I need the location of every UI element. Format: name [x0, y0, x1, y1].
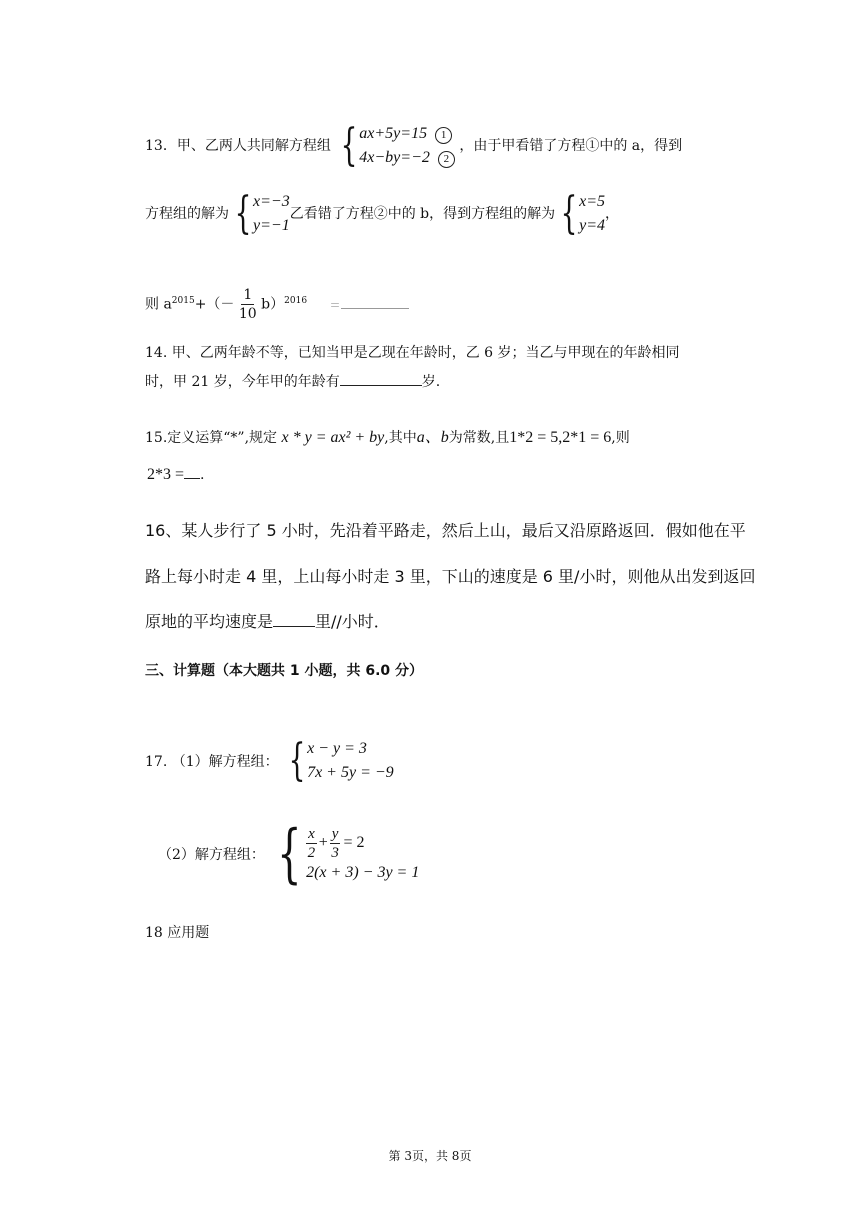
q17-plus: + [318, 834, 328, 851]
brace-icon: { [560, 188, 578, 239]
q17-eq2a-rhs: = 2 [343, 834, 365, 851]
q16-line3-b: 里//小时． [315, 612, 390, 631]
q13-solution1 [229, 190, 290, 238]
q13-line1 [145, 122, 682, 170]
q15-part3: 为常数,且 [448, 430, 510, 446]
q13-frac-num: 1 [243, 287, 253, 303]
q13-exp2: 2016 [284, 295, 308, 306]
q16-line3 [145, 609, 390, 632]
section-3-title: 三、计算题（本大题共 1 小题，共 6.0 分） [145, 663, 424, 679]
q13-line3-prefix: 则 a [145, 296, 172, 313]
q16-answer-blank [273, 626, 315, 627]
q13-answer-blank [341, 308, 409, 309]
q14-line2-a: 时，甲 21 岁，今年甲的年龄有 [145, 374, 340, 390]
q13-frac-den: 10 [238, 306, 257, 322]
q17-eq1b: 7x + 5y = −9 [307, 764, 394, 781]
q15-line2-expr: 2*3 = [147, 466, 185, 483]
q13-line2 [145, 190, 619, 238]
q15-line2-end: . [200, 467, 205, 483]
q15-line1 [145, 424, 630, 447]
q16-line1: 16、某人步行了 5 小时，先沿着平路走，然后上山，最后又沿原路返回．假如他在平 [145, 521, 746, 540]
q13-b: b） [261, 296, 285, 313]
q14-line2-b: 岁. [421, 374, 441, 390]
q14-line1: 14. 甲、乙两年龄不等，已知当甲是乙现在年龄时，乙 6 岁；当乙与甲现在的年龄相同 [145, 345, 680, 361]
q13-line2-prefix: 方程组的解为 [145, 206, 229, 222]
q16-line2: 路上每小时走 4 里，上山每小时走 3 里，下山的速度是 6 里/小时，则他从出发到返回 [145, 567, 756, 586]
q13-sol2-x: x=5 [579, 193, 606, 210]
page-footer: 第 3页，共 8页 [388, 1149, 472, 1163]
q15-ab: a、b [416, 429, 449, 446]
q13-line2-mid: 乙看错了方程②中的 b，得到方程组的解为 [289, 206, 556, 222]
q17-label1: 17. （1）解方程组： [145, 754, 279, 770]
q17-label2: （2）解方程组： [158, 847, 265, 863]
q13-sol1-x: x=−3 [253, 193, 290, 210]
brace-icon: { [288, 735, 306, 786]
q18-label: 18 应用题 [145, 925, 210, 941]
q15-answer-blank [184, 478, 200, 479]
q15-part2: ,其中 [384, 430, 417, 446]
q13-line2-end: ， [605, 206, 620, 222]
q17-eq2b: 2(x + 3) − 3y = 1 [306, 863, 420, 881]
q17-system1 [283, 737, 394, 785]
q15-part1: 15.定义运算“*”,规定 [145, 430, 278, 446]
brace-icon: { [277, 817, 302, 891]
q15-line2 [147, 466, 204, 484]
q13-line3 [145, 286, 409, 323]
circled-2: 2 [438, 151, 455, 168]
q17-frac-y3: $\frac{y}{3}$ [331, 825, 339, 861]
q17-part1 [145, 737, 394, 785]
q17-system2 [269, 817, 420, 891]
q13-system [335, 122, 455, 170]
q17-eq2a [306, 825, 419, 862]
circled-1: 1 [435, 127, 452, 144]
q13-equals: ＝ [329, 298, 341, 312]
q14-answer-blank [340, 385, 422, 386]
q13-eq1: ax+5y=15 [359, 125, 428, 142]
q13-plus: +（－ [194, 296, 235, 313]
q17-eq1a: x − y = 3 [307, 740, 367, 757]
brace-icon: { [340, 120, 358, 171]
q17-part2 [158, 817, 420, 891]
q13-exp1: 2015 [171, 295, 195, 306]
q13-sol2-y: y=4 [579, 217, 606, 234]
q15-rule: x * y = ax² + by [281, 429, 385, 446]
q13-solution2 [555, 190, 605, 238]
q13-label: 13．甲、乙两人共同解方程组 [145, 138, 331, 154]
brace-icon: { [234, 188, 252, 239]
q14-line2 [145, 371, 440, 391]
q15-condition: 1*2 = 5,2*1 = 6 [509, 429, 612, 446]
q16-line3-a: 原地的平均速度是 [145, 612, 274, 631]
q17-frac-x2: $\frac{x}{2}$ [307, 825, 316, 861]
q13-fraction [239, 286, 257, 323]
q15-part4: ,则 [611, 430, 630, 446]
q13-eq2: 4x−by=−2 [359, 149, 430, 166]
q13-sol1-y: y=−1 [253, 217, 290, 234]
q13-tail: ，由于甲看错了方程①中的 a，得到 [459, 138, 683, 154]
